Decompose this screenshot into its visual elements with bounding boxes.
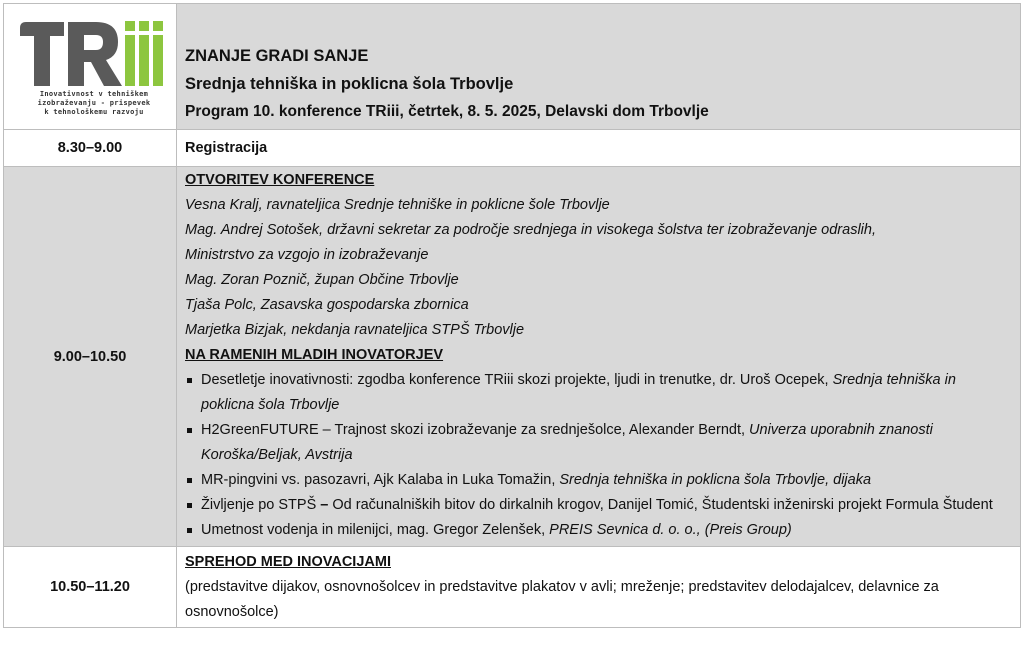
speaker-line: Mag. Zoran Poznič, župan Občine Trbovlje	[185, 272, 459, 288]
innovation-walk-heading: SPREHOD MED INOVACIJAMI	[185, 554, 391, 570]
time-cell: 10.50–11.20	[4, 547, 177, 628]
logo-tagline: Inovativnost v tehniškem izobraževanju - prispevek k tehnološkemu razvoju	[37, 89, 151, 116]
speaker-line: Vesna Kralj, ravnateljica Srednje tehniške in poklicne šole Trbovlje	[185, 197, 610, 213]
logo-cell	[4, 4, 177, 130]
opening-cell	[177, 167, 1021, 547]
speaker-line: Ministrstvo za vzgojo in izobraževanje	[185, 247, 429, 263]
innovators-heading: NA RAMENIH MLADIH INOVATORJEV	[185, 347, 444, 363]
header-row	[4, 4, 1021, 130]
speaker-line: Tjaša Polc, Zasavska gospodarska zbornica	[185, 297, 469, 313]
innovation-walk-cell	[177, 547, 1021, 628]
registration-row	[4, 130, 1021, 167]
school-name: Srednja tehniška in poklicna šola Trbovlje	[185, 75, 514, 93]
list-item: Življenje po STPŠ – Od računalniških bitov do dirkalnih krogov, Danijel Tomić, Študentski inženirski projekt Formula Študent	[185, 493, 1012, 518]
innovation-walk-text: (predstavitve dijakov, osnovnošolcev in predstavitve plakatov v avli; mreženje; predstavitev delodajalcev, delavnice za osnovnošolce)	[185, 579, 939, 620]
speaker-line: Mag. Andrej Sotošek, državni sekretar za področje srednjega in visokega šolstva ter izobraževanje odraslih,	[185, 222, 876, 238]
opening-row	[4, 167, 1021, 547]
list-item: H2GreenFUTURE – Trajnost skozi izobraževanje za srednješolce, Alexander Berndt, Univerza uporabnih znanosti Koroška/Beljak, Avstrija	[185, 418, 1012, 468]
list-item: Umetnost vodenja in milenijci, mag. Gregor Zelenšek, PREIS Sevnica d. o. o., (Preis Group)	[185, 518, 1012, 543]
speaker-line: Marjetka Bizjak, nekdanja ravnateljica STPŠ Trbovlje	[185, 322, 525, 338]
header-cell	[177, 4, 1021, 130]
triii-logo-icon	[18, 20, 168, 88]
program-table	[3, 3, 1021, 628]
talk-list	[185, 368, 1012, 543]
list-item: MR-pingvini vs. pasozavri, Ajk Kalaba in Luka Tomažin, Srednja tehniška in poklicna šola Trbovlje, dijaka	[185, 468, 1012, 493]
innovation-walk-row	[4, 547, 1021, 628]
time-cell: 9.00–10.50	[4, 167, 177, 547]
program-line: Program 10. konference TRiii, četrtek, 8. 5. 2025, Delavski dom Trbovlje	[185, 103, 709, 120]
triii-logo	[4, 8, 176, 126]
conference-title: ZNANJE GRADI SANJE	[185, 47, 369, 65]
registration-label: Registracija	[177, 130, 1021, 167]
opening-heading: OTVORITEV KONFERENCE	[185, 172, 375, 188]
time-cell: 8.30–9.00	[4, 130, 177, 167]
list-item: Desetletje inovativnosti: zgodba konference TRiii skozi projekte, ljudi in trenutke, dr. Uroš Ocepek, Srednja tehniška in poklicna šola Trbovlje	[185, 368, 1012, 418]
